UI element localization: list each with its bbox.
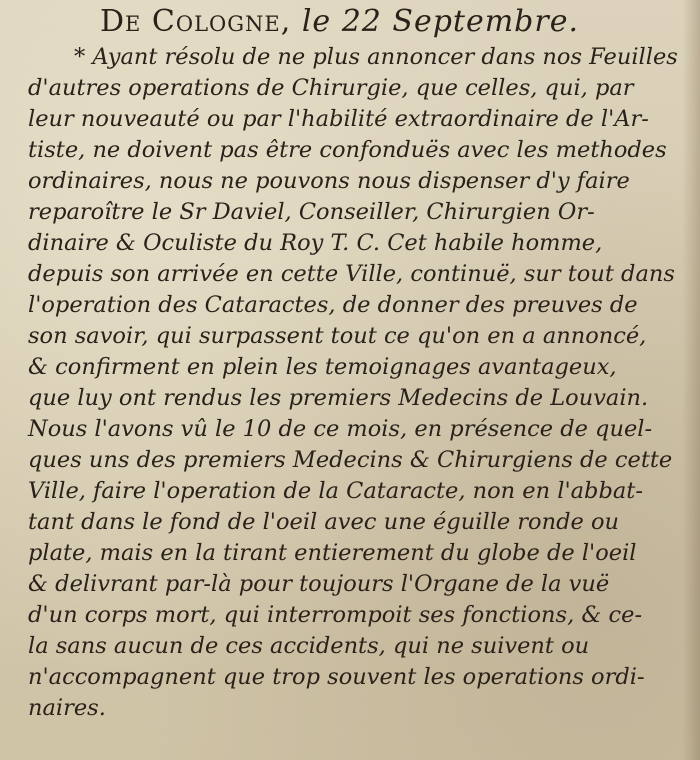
article-body <box>28 42 684 724</box>
text-line: la sans aucun de ces accidents, qui ne suivent ou <box>28 633 590 659</box>
text-line: tiste, ne doivent pas être confonduës avec les methodes <box>28 137 667 163</box>
text-line: d'autres operations de Chirurgie, que celles, qui, par <box>28 75 634 101</box>
text-line: Nous l'avons vû le 10 de ce mois, en présence de quel- <box>28 416 653 442</box>
text-line: d'un corps mort, qui interrompoit ses fonctions, & ce- <box>28 602 643 628</box>
text-line: & confirment en plein les temoignages avantageux, <box>28 354 617 380</box>
text-line: dinaire & Oculiste du Roy T. C. Cet habile homme, <box>28 230 603 256</box>
text-line: que luy ont rendus les premiers Medecins de Louvain. <box>28 385 649 411</box>
dateline-place: De Cologne, <box>100 4 292 39</box>
text-line: Ville, faire l'operation de la Cataracte, non en l'abbat- <box>28 478 643 504</box>
text-line: ordinaires, nous ne pouvons nous dispenser d'y faire <box>28 168 630 194</box>
page-edge-shadow <box>682 0 700 760</box>
dateline-date: le 22 Septembre. <box>291 4 580 39</box>
text-line: naires. <box>28 695 106 721</box>
text-line: depuis son arrivée en cette Ville, continuë, sur tout dans <box>28 261 675 287</box>
text-line: son savoir, qui surpassent tout ce qu'on en a annoncé, <box>28 323 647 349</box>
text-line: n'accompagnent que trop souvent les operations ordi- <box>28 664 645 690</box>
text-line: & delivrant par-là pour toujours l'Organe de la vuë <box>28 571 610 597</box>
text-line: ques uns des premiers Medecins & Chirurgiens de cette <box>28 447 673 473</box>
text-line: leur nouveauté ou par l'habilité extraordinaire de l'Ar- <box>28 106 649 132</box>
dateline-heading <box>100 4 579 39</box>
text-line: tant dans le fond de l'oeil avec une éguille ronde ou <box>28 509 619 535</box>
text-line: * Ayant résolu de ne plus annoncer dans nos Feuilles <box>74 44 678 70</box>
text-line: l'operation des Cataractes, de donner des preuves de <box>28 292 638 318</box>
text-line: reparoître le Sr Daviel, Conseiller, Chirurgien Or- <box>28 199 595 225</box>
text-line: plate, mais en la tirant entierement du globe de l'oeil <box>28 540 637 566</box>
